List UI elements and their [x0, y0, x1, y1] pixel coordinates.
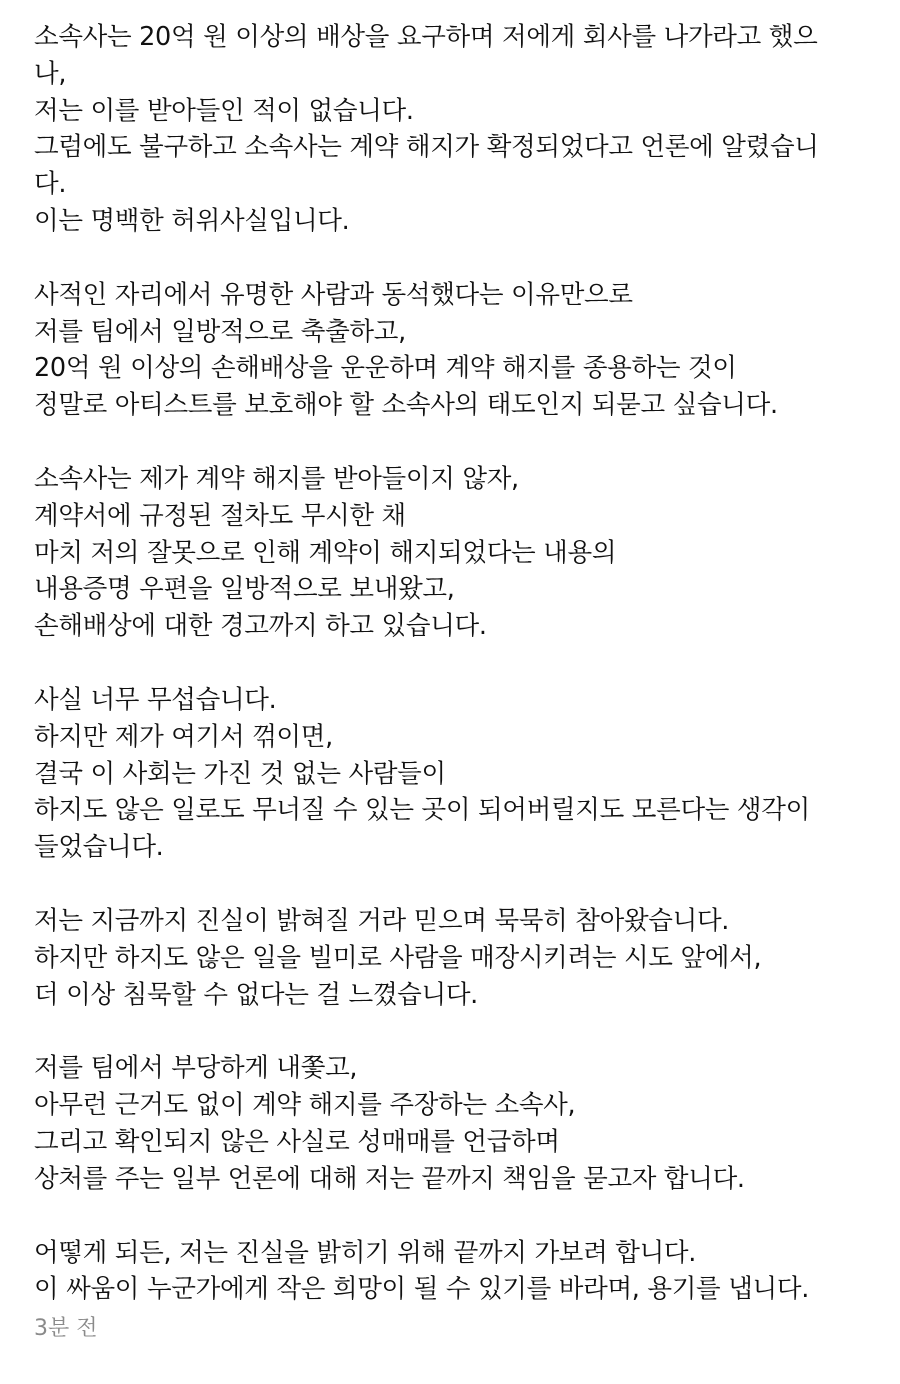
text-line: 하지만 하지도 않은 일을 빌미로 사람을 매장시키려는 시도 앞에서,	[34, 942, 762, 973]
text-line: 소속사는 제가 계약 해지를 받아들이지 않자,	[34, 463, 519, 494]
paragraph	[34, 1235, 864, 1309]
text-line: 나,	[34, 58, 67, 89]
paragraph	[34, 19, 864, 240]
text-line: 더 이상 침묵할 수 없다는 걸 느꼈습니다.	[34, 979, 478, 1010]
paragraph	[34, 277, 864, 424]
text-line: 이 싸움이 누군가에게 작은 희망이 될 수 있기를 바라며, 용기를 냅니다.	[34, 1274, 809, 1305]
text-line: 마치 저의 잘못으로 인해 계약이 해지되었다는 내용의	[34, 537, 617, 568]
paragraph	[34, 1050, 864, 1197]
text-line: 계약서에 규정된 절차도 무시한 채	[34, 500, 406, 531]
text-line: 들었습니다.	[34, 832, 164, 863]
text-line: 그리고 확인되지 않은 사실로 성매매를 언급하며	[34, 1126, 560, 1157]
text-line: 하지만 제가 여기서 꺾이면,	[34, 721, 333, 752]
paragraph	[34, 461, 864, 645]
text-line: 이는 명백한 허위사실입니다.	[34, 205, 350, 236]
paragraph	[34, 903, 864, 1013]
text-line: 그럼에도 불구하고 소속사는 계약 해지가 확정되었다고 언론에 알렸습니	[34, 132, 819, 163]
text-line: 저를 팀에서 일방적으로 축출하고,	[34, 316, 406, 347]
text-line: 정말로 아티스트를 보호해야 할 소속사의 태도인지 되묻고 싶습니다.	[34, 390, 778, 421]
text-line: 아무런 근거도 없이 계약 해지를 주장하는 소속사,	[34, 1090, 576, 1121]
text-line: 다.	[34, 169, 67, 200]
text-line: 20억 원 이상의 손해배상을 운운하며 계약 해지를 종용하는 것이	[34, 353, 737, 384]
text-line: 손해배상에 대한 경고까지 하고 있습니다.	[34, 611, 487, 642]
text-line: 사실 너무 무섭습니다.	[34, 684, 277, 715]
text-line: 하지도 않은 일로도 무너질 수 있는 곳이 되어버릴지도 모른다는 생각이	[34, 795, 810, 826]
paragraph	[34, 682, 864, 866]
post-body	[34, 19, 864, 1308]
text-line: 저를 팀에서 부당하게 내쫓고,	[34, 1053, 358, 1084]
text-line: 결국 이 사회는 가진 것 없는 사람들이	[34, 758, 446, 789]
text-line: 소속사는 20억 원 이상의 배상을 요구하며 저에게 회사를 나가라고 했으	[34, 22, 818, 52]
text-line: 저는 지금까지 진실이 밝혀질 거라 믿으며 묵묵히 참아왔습니다.	[34, 905, 730, 936]
text-line: 상처를 주는 일부 언론에 대해 저는 끝까지 책임을 묻고자 합니다.	[34, 1163, 745, 1194]
text-line: 어떻게 되든, 저는 진실을 밝히기 위해 끝까지 가보려 합니다.	[34, 1237, 697, 1268]
post-timestamp: 3분 전	[34, 1316, 98, 1341]
text-line: 사적인 자리에서 유명한 사람과 동석했다는 이유만으로	[34, 279, 633, 310]
text-line: 저는 이를 받아들인 적이 없습니다.	[34, 95, 414, 126]
text-line: 내용증명 우편을 일방적으로 보내왔고,	[34, 574, 455, 605]
